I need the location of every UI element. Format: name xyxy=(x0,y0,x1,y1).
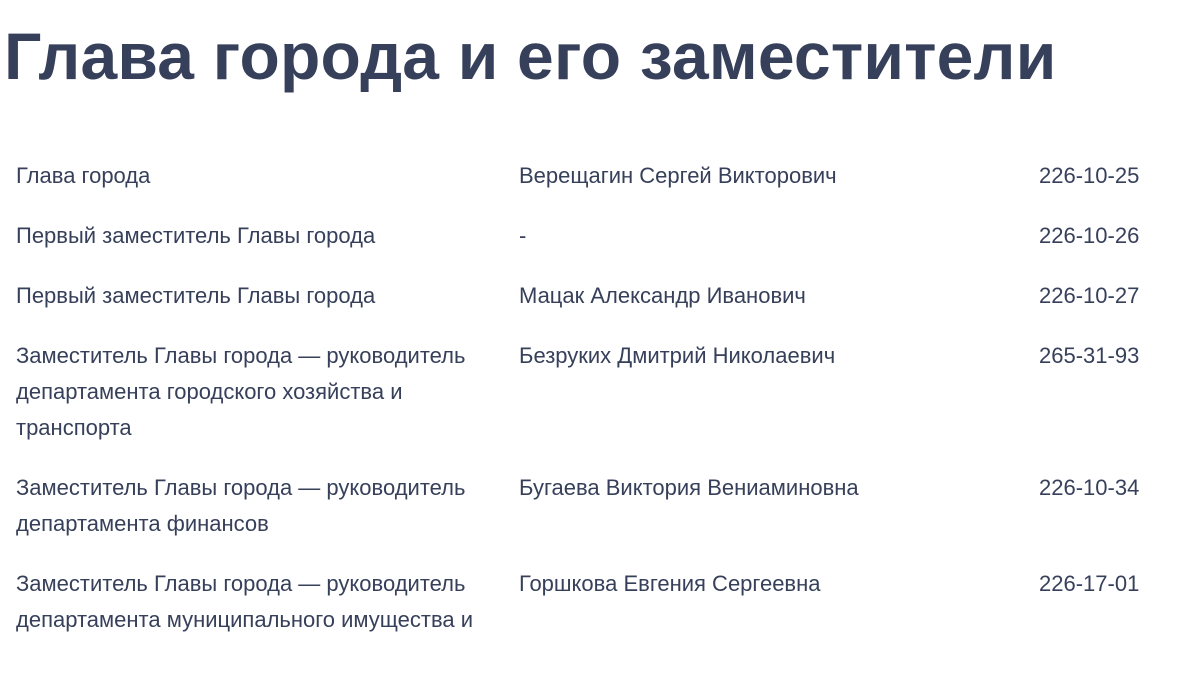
name-cell: Горшкова Евгения Сергеевна xyxy=(519,571,821,596)
position-cell xyxy=(16,158,519,218)
position-text: Заместитель Главы города — руководитель департамента финансов xyxy=(16,475,466,536)
page-title: Глава города и его заместители xyxy=(4,19,1057,93)
table-row xyxy=(16,338,1166,470)
position-text: Заместитель Главы города — руководитель департамента городского хозяйства и транспорта xyxy=(16,343,466,440)
table-row xyxy=(16,218,1166,278)
position-text: Первый заместитель Главы города xyxy=(16,223,376,248)
phone-cell: 226-10-25 xyxy=(1039,163,1140,188)
table-row xyxy=(16,158,1166,218)
table-row xyxy=(16,566,1166,662)
table-row xyxy=(16,278,1166,338)
position-text: Заместитель Главы города — руководитель департамента муниципального имущества и xyxy=(16,571,474,632)
phone-cell: 226-10-26 xyxy=(1039,223,1140,248)
name-cell: Мацак Александр Иванович xyxy=(519,283,806,308)
position-cell xyxy=(16,338,519,470)
staff-table xyxy=(16,158,1166,662)
name-cell: Бугаева Виктория Вениаминовна xyxy=(519,475,859,500)
phone-cell: 226-10-34 xyxy=(1039,475,1140,500)
position-cell xyxy=(16,278,519,338)
name-cell: - xyxy=(519,223,527,248)
position-cell xyxy=(16,566,519,662)
name-cell: Безруких Дмитрий Николаевич xyxy=(519,343,836,368)
position-text: Глава города xyxy=(16,163,151,188)
phone-cell: 226-10-27 xyxy=(1039,283,1140,308)
phone-cell: 226-17-01 xyxy=(1039,571,1140,596)
phone-cell: 265-31-93 xyxy=(1039,343,1140,368)
position-text: Первый заместитель Главы города xyxy=(16,283,376,308)
table-row xyxy=(16,470,1166,566)
position-cell xyxy=(16,218,519,278)
position-cell xyxy=(16,470,519,566)
name-cell: Верещагин Сергей Викторович xyxy=(519,163,837,188)
